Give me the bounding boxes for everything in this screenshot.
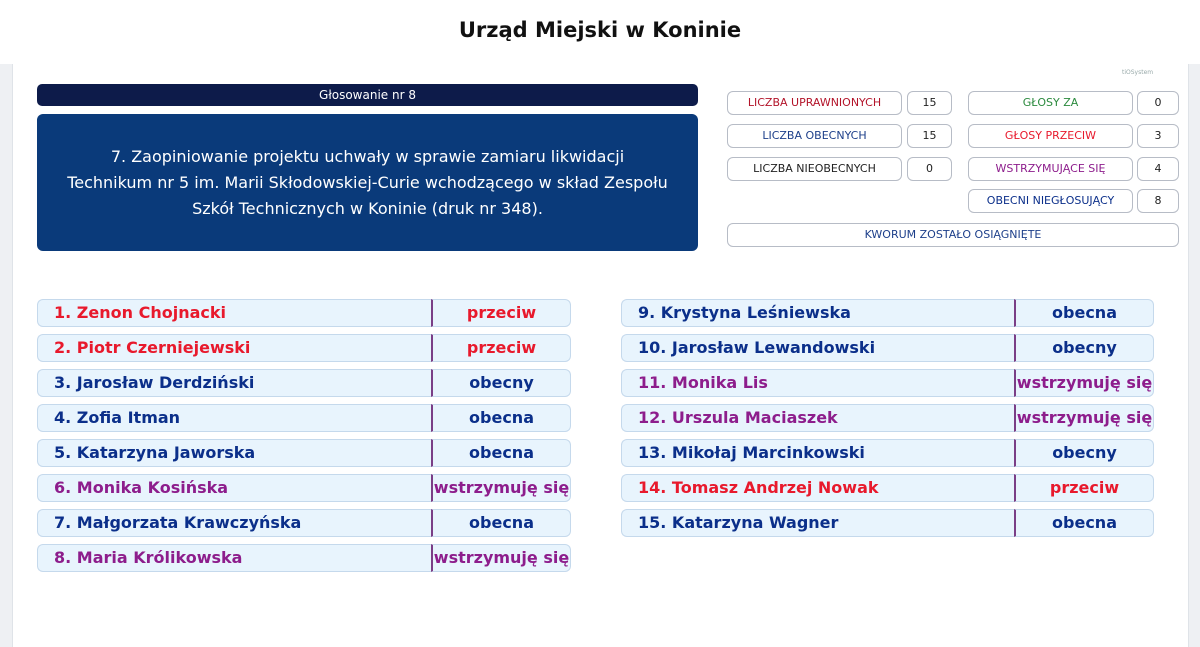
member-vote: obecna	[1014, 299, 1154, 327]
member-name: 10. Jarosław Lewandowski	[621, 334, 1014, 362]
member-vote: wstrzymuję się	[1014, 369, 1154, 397]
stat-label-nieobecnych: LICZBA NIEOBECNYCH	[727, 157, 902, 181]
stat-label-niegłosujący: OBECNI NIEGŁOSUJĄCY	[968, 189, 1133, 213]
member-name: 9. Krystyna Leśniewska	[621, 299, 1014, 327]
member-vote: obecna	[431, 509, 571, 537]
stat-label-uprawnionych: LICZBA UPRAWNIONYCH	[727, 91, 902, 115]
member-name: 2. Piotr Czerniejewski	[37, 334, 431, 362]
member-vote: obecny	[431, 369, 571, 397]
stat-label-obecnych: LICZBA OBECNYCH	[727, 124, 902, 148]
page-title: Urząd Miejski w Koninie	[458, 18, 742, 42]
stat-value-obecnych: 15	[907, 124, 952, 148]
member-name: 11. Monika Lis	[621, 369, 1014, 397]
member-name: 8. Maria Królikowska	[37, 544, 431, 572]
member-vote: przeciw	[431, 334, 571, 362]
member-vote: obecny	[1014, 439, 1154, 467]
member-vote: przeciw	[431, 299, 571, 327]
member-vote: wstrzymuję się	[431, 544, 571, 572]
stat-value-uprawnionych: 15	[907, 91, 952, 115]
stat-label-za: GŁOSY ZA	[968, 91, 1133, 115]
member-name: 14. Tomasz Andrzej Nowak	[621, 474, 1014, 502]
header	[0, 0, 1200, 64]
voting-topic: 7. Zaopiniowanie projektu uchwały w sprawie zamiaru likwidacji Technikum nr 5 im. Marii Skłodowskiej-Curie wchodzącego w skład Zespołu Szkół Technicznych w Koninie (druk nr 348).	[37, 114, 698, 251]
stat-label-przeciw: GŁOSY PRZECIW	[968, 124, 1133, 148]
member-name: 6. Monika Kosińska	[37, 474, 431, 502]
stat-value-za: 0	[1137, 91, 1179, 115]
stat-value-nieobecnych: 0	[907, 157, 952, 181]
member-vote: obecny	[1014, 334, 1154, 362]
member-name: 15. Katarzyna Wagner	[621, 509, 1014, 537]
member-name: 13. Mikołaj Marcinkowski	[621, 439, 1014, 467]
stat-value-wstrzymujace: 4	[1137, 157, 1179, 181]
member-vote: obecna	[431, 404, 571, 432]
voting-number-bar: Głosowanie nr 8	[37, 84, 698, 106]
member-name: 4. Zofia Itman	[37, 404, 431, 432]
member-vote: przeciw	[1014, 474, 1154, 502]
stat-value-przeciw: 3	[1137, 124, 1179, 148]
member-name: 12. Urszula Maciaszek	[621, 404, 1014, 432]
brand-logo: tiOSystem	[1122, 69, 1154, 76]
member-vote: wstrzymuję się	[431, 474, 571, 502]
quorum-status: KWORUM ZOSTAŁO OSIĄGNIĘTE	[727, 223, 1179, 247]
member-vote: wstrzymuję się	[1014, 404, 1154, 432]
member-name: 3. Jarosław Derdziński	[37, 369, 431, 397]
member-vote: obecna	[431, 439, 571, 467]
stat-label-wstrzymujace: WSTRZYMUJĄCE SIĘ	[968, 157, 1133, 181]
member-name: 7. Małgorzata Krawczyńska	[37, 509, 431, 537]
stat-value-niegłosujący: 8	[1137, 189, 1179, 213]
member-vote: obecna	[1014, 509, 1154, 537]
member-name: 1. Zenon Chojnacki	[37, 299, 431, 327]
member-name: 5. Katarzyna Jaworska	[37, 439, 431, 467]
